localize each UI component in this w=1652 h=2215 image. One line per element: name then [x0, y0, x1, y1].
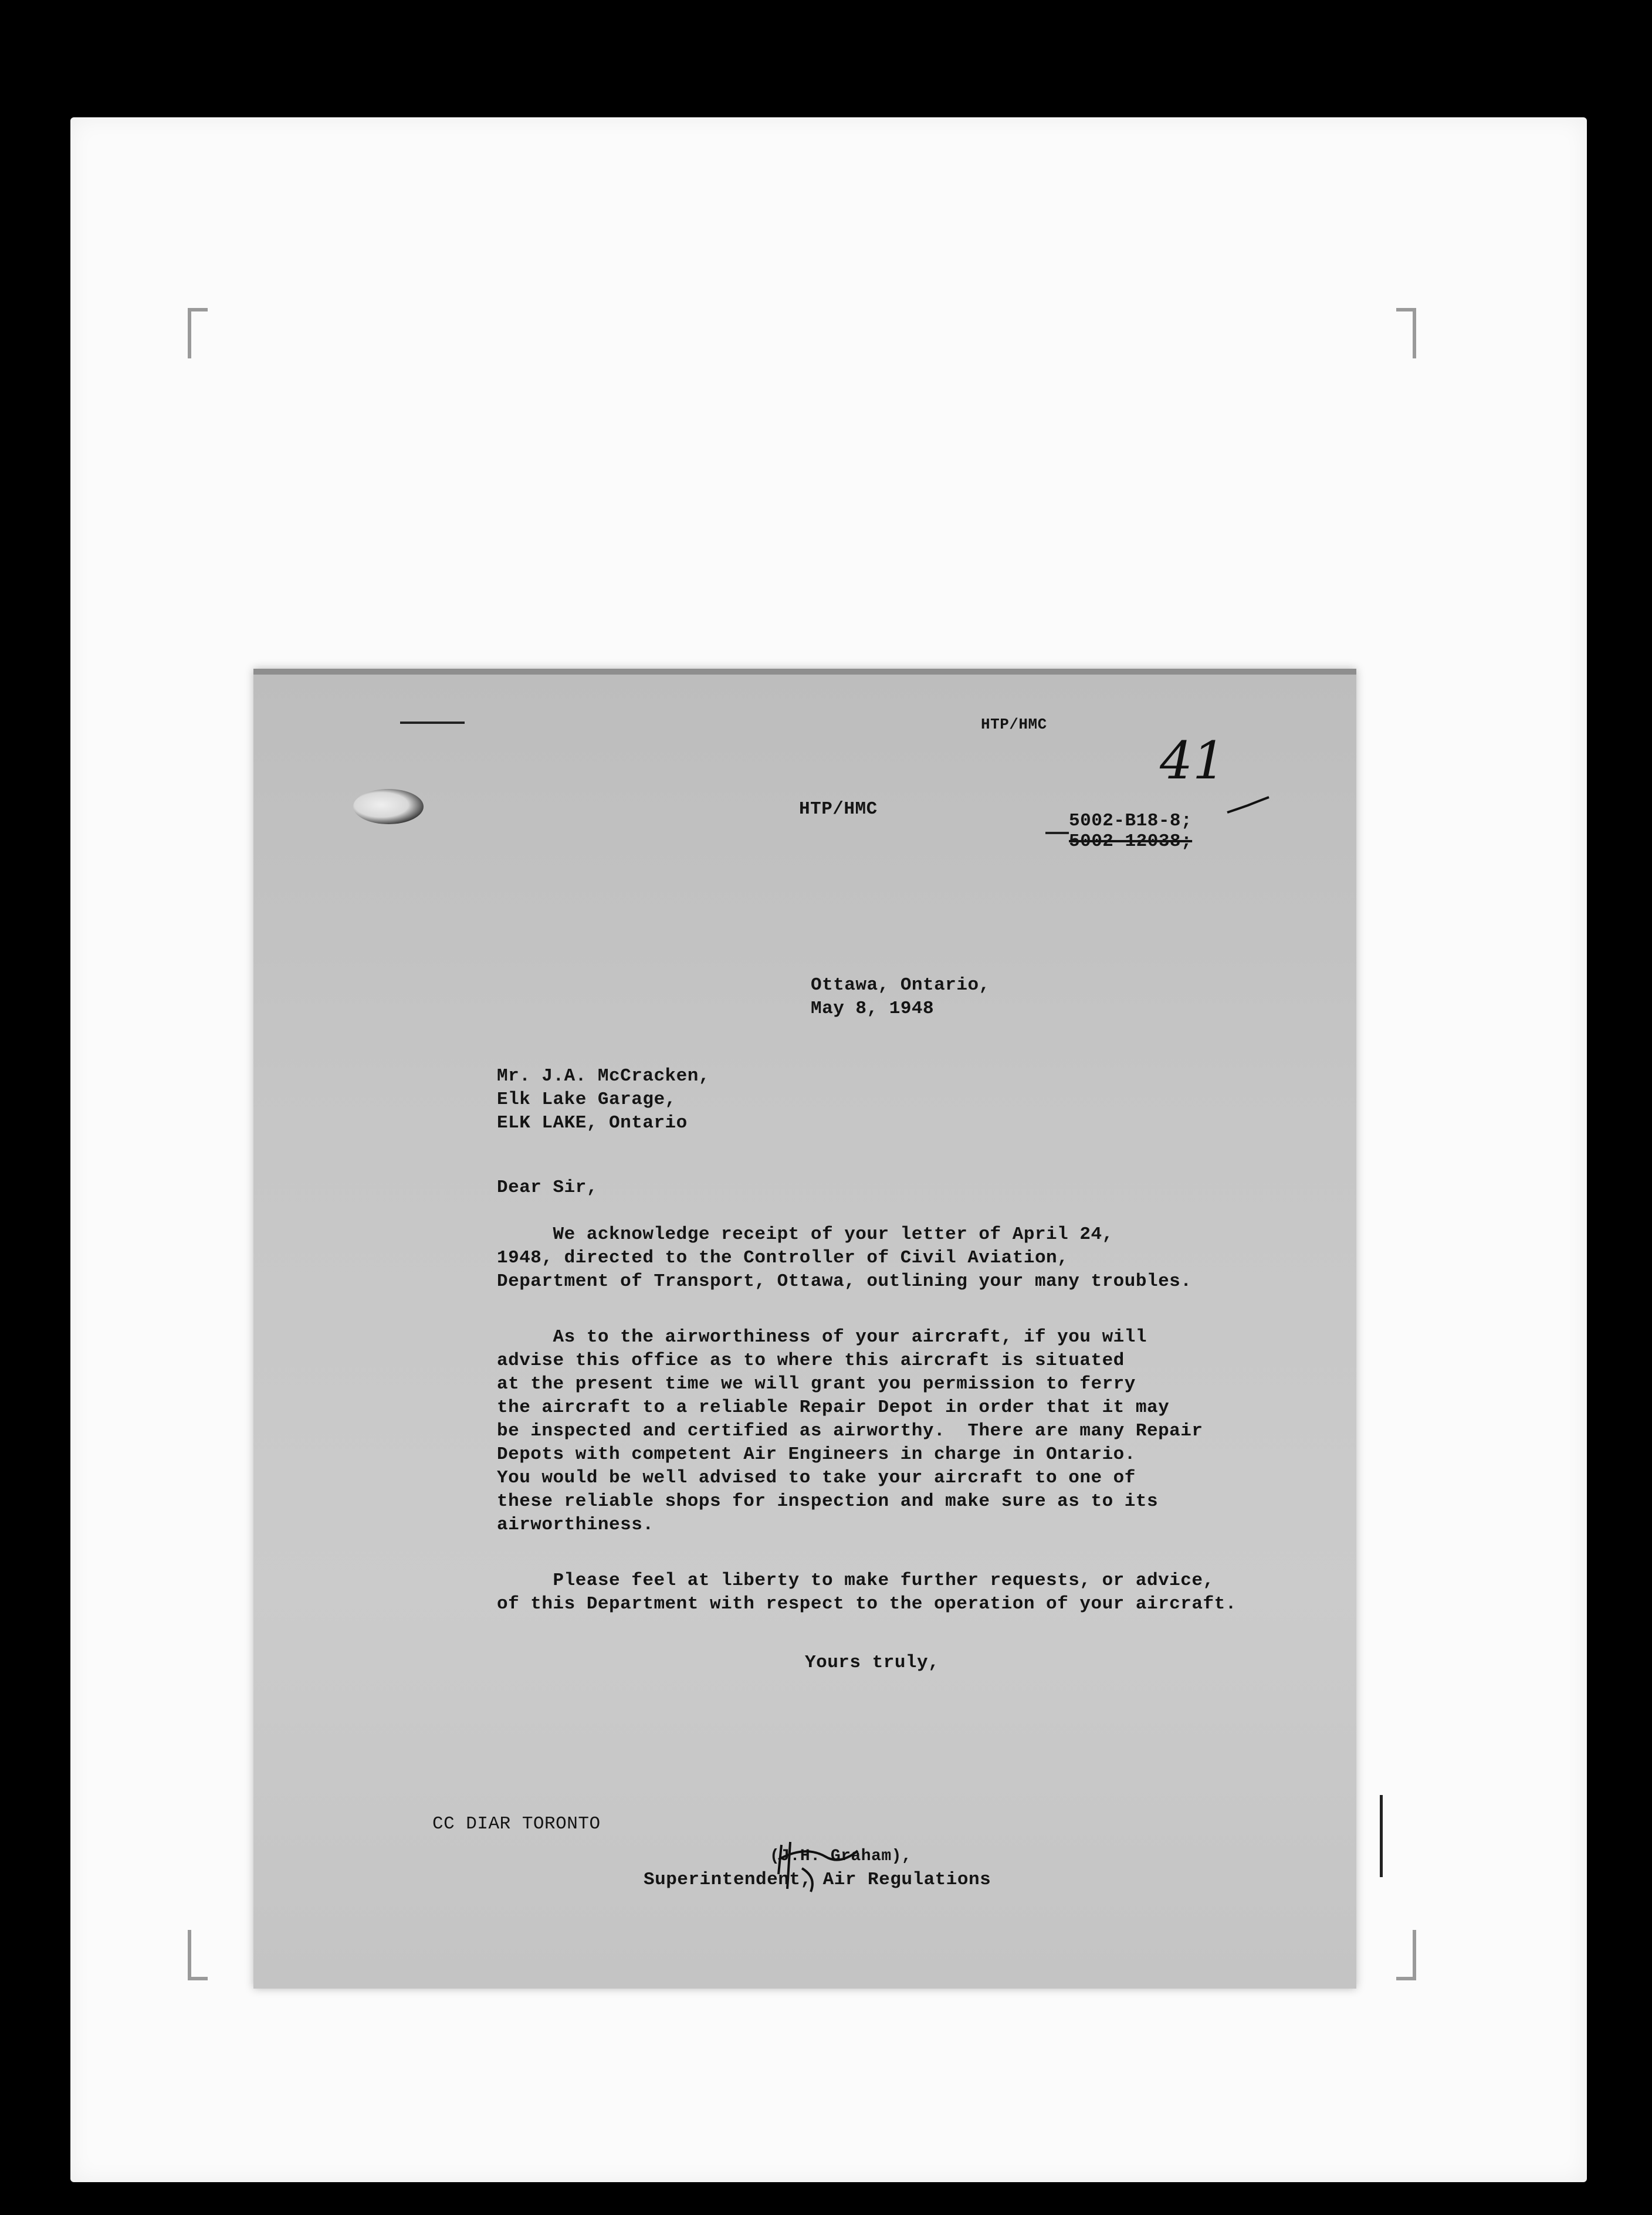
- body-line: As to the airworthiness of your aircraft, if you will: [497, 1327, 1147, 1347]
- body-line: the aircraft to a reliable Repair Depot in order that it may: [497, 1397, 1170, 1418]
- salutation: Dear Sir,: [497, 1177, 598, 1198]
- handwritten-check-mark: [1224, 795, 1271, 818]
- place: Ottawa, Ontario,: [811, 975, 990, 995]
- body-line: Depots with competent Air Engineers in charge in Ontario.: [497, 1444, 1136, 1465]
- handwritten-signature-initials: [770, 1833, 869, 1898]
- margin-line: [1380, 1795, 1383, 1877]
- body-line: airworthiness.: [497, 1515, 654, 1535]
- punch-hole: [353, 789, 424, 824]
- address-line-1: Mr. J.A. McCracken,: [497, 1066, 710, 1086]
- body-line: of this Department with respect to the operation of your aircraft.: [497, 1594, 1237, 1614]
- handwritten-folio-number: 41: [1160, 730, 1226, 791]
- pencil-dash-2: [1045, 832, 1069, 834]
- crop-mark-top-right: [1396, 308, 1416, 358]
- closing: Yours truly,: [805, 1652, 940, 1673]
- signer-name: (J.H. Graham),: [770, 1847, 912, 1865]
- crop-mark-bottom-left: [188, 1930, 208, 1980]
- body-line: We acknowledge receipt of your letter of April 24,: [497, 1224, 1113, 1245]
- address-line-3: ELK LAKE, Ontario: [497, 1113, 688, 1133]
- reference-initials: HTP/HMC: [799, 799, 878, 819]
- body-line: Please feel at liberty to make further requests, or advice,: [497, 1570, 1214, 1591]
- body-line: these reliable shops for inspection and make sure as to its: [497, 1491, 1159, 1512]
- file-number-1: 5002-B18-8;: [1069, 811, 1193, 831]
- typed-letter: [253, 669, 1356, 1989]
- address-line-2: Elk Lake Garage,: [497, 1089, 676, 1110]
- body-line: 1948, directed to the Controller of Civil Aviation,: [497, 1248, 1069, 1268]
- pencil-dash: [400, 722, 465, 724]
- crop-mark-bottom-right: [1396, 1930, 1416, 1980]
- body-line: advise this office as to where this aircraft is situated: [497, 1350, 1125, 1371]
- file-number-2: 5002-12038;: [1069, 831, 1193, 852]
- date: May 8, 1948: [811, 998, 935, 1019]
- carbon-copy-note: CC DIAR TORONTO: [432, 1814, 601, 1834]
- body-line: Department of Transport, Ottawa, outlining your many troubles.: [497, 1271, 1192, 1292]
- body-line: at the present time we will grant you permission to ferry: [497, 1374, 1136, 1394]
- reference-initials-top: HTP/HMC: [981, 716, 1047, 733]
- body-line: You would be well advised to take your aircraft to one of: [497, 1468, 1136, 1488]
- signer-title: Superintendent, Air Regulations: [644, 1869, 991, 1890]
- crop-mark-top-left: [188, 308, 208, 358]
- body-line: be inspected and certified as airworthy. There are many Repair: [497, 1421, 1203, 1441]
